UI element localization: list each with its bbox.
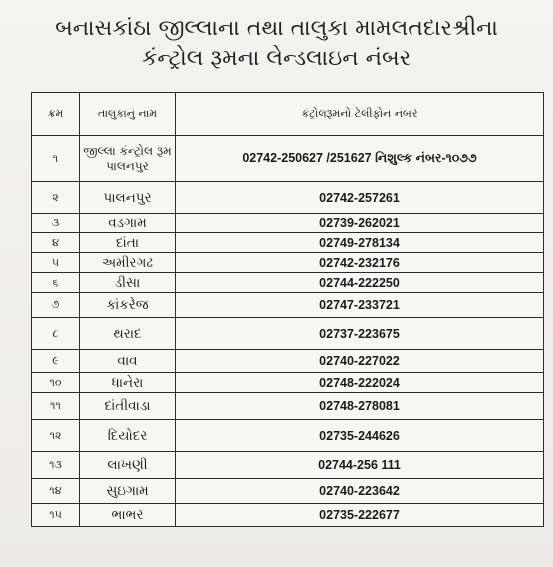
row-taluka-name: વડગામ bbox=[80, 214, 176, 233]
row-phone: 02744-256 111 bbox=[176, 452, 544, 479]
table-header-row bbox=[32, 93, 544, 136]
row-phone: 02739-262021 bbox=[176, 214, 544, 233]
row-serial: ૧૩ bbox=[32, 452, 80, 479]
table-row bbox=[32, 182, 544, 214]
row-taluka-name: કાંકરેજ bbox=[80, 293, 176, 318]
row-phone: 02742-232176 bbox=[176, 253, 544, 273]
row-phone: 02742-250627 /251627 નિશુલ્ક નંબર-૧૦૭૭ bbox=[176, 136, 544, 182]
row-serial: ૧ bbox=[32, 136, 80, 182]
header-taluka-name: તાલુકાનું નામ bbox=[80, 93, 176, 136]
row-phone: 02749-278134 bbox=[176, 233, 544, 253]
table-row bbox=[32, 214, 544, 233]
table-row bbox=[32, 504, 544, 527]
table-row bbox=[32, 136, 544, 182]
row-phone: 02735-222677 bbox=[176, 504, 544, 527]
row-serial: ૧૨ bbox=[32, 420, 80, 452]
row-serial: ૧૧ bbox=[32, 393, 80, 420]
table-row bbox=[32, 318, 544, 350]
header-phone: કંટ્રોલરૂમનો ટેલીફોન નંબર bbox=[176, 93, 544, 136]
row-phone: 02740-223642 bbox=[176, 479, 544, 504]
title-line-2: કંન્ટ્રોલ રૂમના લેન્ડલાઇન નંબર bbox=[141, 46, 412, 71]
row-serial: ૩ bbox=[32, 214, 80, 233]
row-taluka-name: જીલ્લા કંન્ટ્રોલ રૂમ પાલનપુર bbox=[80, 136, 176, 182]
row-serial: ૭ bbox=[32, 293, 80, 318]
row-taluka-name: પાલનપુર bbox=[80, 182, 176, 214]
row-serial: ૪ bbox=[32, 233, 80, 253]
row-taluka-name: ધાનેરા bbox=[80, 373, 176, 393]
table-row bbox=[32, 253, 544, 273]
row-serial: ૧૪ bbox=[32, 479, 80, 504]
title-line-1: બનાસકાંઠા જીલ્લાના તથા તાલુકા મામલતદારશ્રીના bbox=[55, 16, 498, 41]
row-serial: ૫ bbox=[32, 253, 80, 273]
row-taluka-name: દિયોદર bbox=[80, 420, 176, 452]
table-row bbox=[32, 293, 544, 318]
table-row bbox=[32, 233, 544, 253]
row-taluka-name: લાખણી bbox=[80, 452, 176, 479]
row-phone: 02740-227022 bbox=[176, 350, 544, 373]
row-phone: 02737-223675 bbox=[176, 318, 544, 350]
table-row bbox=[32, 420, 544, 452]
table-row bbox=[32, 393, 544, 420]
header-serial: ક્રમ bbox=[32, 93, 80, 136]
document-title bbox=[0, 14, 553, 74]
table-row bbox=[32, 452, 544, 479]
row-serial: ૯ bbox=[32, 350, 80, 373]
table-row bbox=[32, 373, 544, 393]
control-room-table bbox=[31, 92, 544, 527]
row-serial: ૨ bbox=[32, 182, 80, 214]
row-serial: ૬ bbox=[32, 273, 80, 293]
row-phone: 02742-257261 bbox=[176, 182, 544, 214]
row-taluka-name: વાવ bbox=[80, 350, 176, 373]
row-taluka-name: ભાભર bbox=[80, 504, 176, 527]
row-taluka-name: દાંતીવાડા bbox=[80, 393, 176, 420]
row-taluka-name: ડીસા bbox=[80, 273, 176, 293]
row-taluka-name: દાંતા bbox=[80, 233, 176, 253]
row-serial: ૮ bbox=[32, 318, 80, 350]
row-taluka-name: થરાદ bbox=[80, 318, 176, 350]
row-phone: 02747-233721 bbox=[176, 293, 544, 318]
row-serial: ૧૫ bbox=[32, 504, 80, 527]
row-phone: 02735-244626 bbox=[176, 420, 544, 452]
table-row bbox=[32, 479, 544, 504]
table-row bbox=[32, 273, 544, 293]
row-phone: 02744-222250 bbox=[176, 273, 544, 293]
row-taluka-name: અમીરગઢ bbox=[80, 253, 176, 273]
row-phone: 02748-222024 bbox=[176, 373, 544, 393]
table-row bbox=[32, 350, 544, 373]
row-taluka-name: સુઇગામ bbox=[80, 479, 176, 504]
row-serial: ૧૦ bbox=[32, 373, 80, 393]
row-phone: 02748-278081 bbox=[176, 393, 544, 420]
